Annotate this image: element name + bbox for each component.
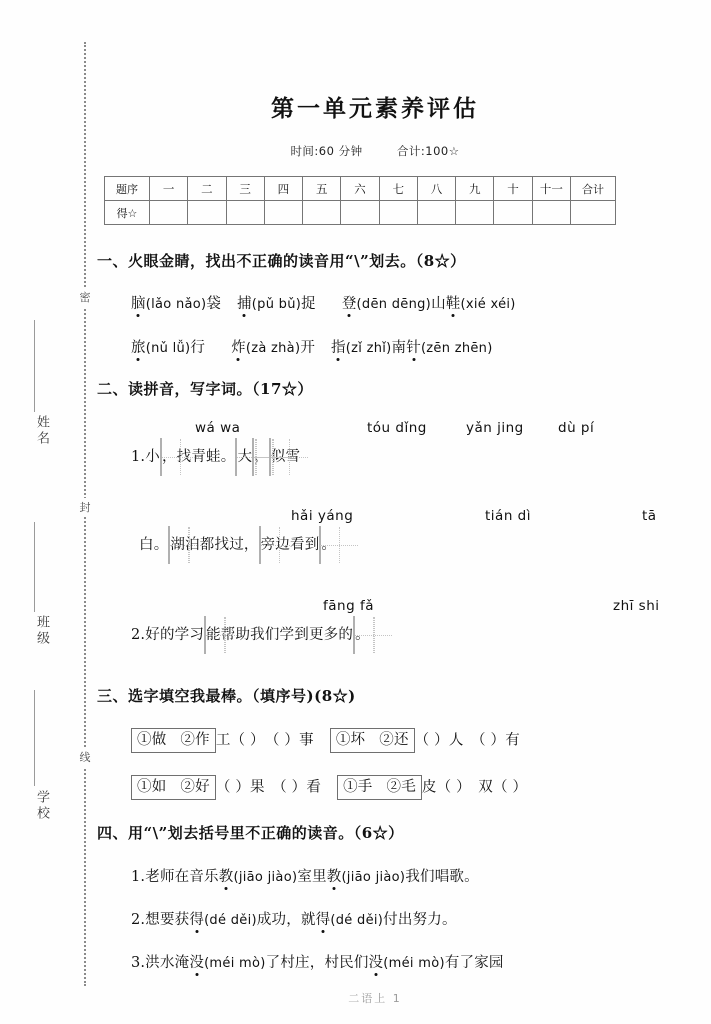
char-bu: 捕 (237, 296, 252, 312)
choice-group-ru[interactable] (131, 775, 216, 800)
write-box-haiyang[interactable] (168, 526, 170, 564)
name-field[interactable] (28, 415, 68, 455)
item-1-suffix: 似雪 (270, 449, 301, 465)
score-cell-total[interactable] (571, 201, 616, 225)
choice-group-shou[interactable] (337, 775, 422, 800)
score-cell-8[interactable] (417, 201, 455, 225)
section-1-heading: 一、火眼金睛，找出不正确的读音用“\”划去。（8☆） (97, 252, 466, 270)
col-header-2: 二 (188, 177, 226, 201)
option-ru-2[interactable]: ②好 (180, 779, 210, 795)
pinyin-ta: tā (642, 508, 657, 524)
pinyin-touding: tóu dǐng (367, 420, 427, 436)
s4-char-mo-1: 没 (189, 955, 205, 971)
pinyin-dupi: dù pí (558, 420, 595, 436)
name-field-rule (34, 320, 35, 412)
score-cell-9[interactable] (456, 201, 494, 225)
option-zuo-2[interactable]: ②作 (180, 732, 210, 748)
char-zhi: 指 (331, 340, 346, 356)
pinyin-nao[interactable]: (lǎo nǎo) (145, 297, 207, 312)
option-zuo-1[interactable]: ①做 (137, 732, 167, 748)
section-1-line-1 (131, 292, 516, 313)
blank-text-huai[interactable]: （ ）人 （ ）有 (414, 732, 520, 749)
s4-item-1-text-c: 我们唱歌。 (405, 869, 479, 885)
write-box-touding[interactable] (235, 438, 237, 476)
s4-item-3-text-b: 了村庄，村民们 (265, 955, 369, 971)
pinyin-wawa: wá wa (195, 420, 241, 436)
item-2-mid1: 能帮助我们学到更多的 (206, 627, 354, 643)
page-title: 第一单元素养评估 (271, 95, 479, 122)
section-3-row-1 (131, 728, 520, 753)
tail-shan: 山 (431, 296, 446, 312)
col-header-4: 四 (264, 177, 302, 201)
section-3-row-2 (131, 775, 527, 800)
blank-text-shou[interactable]: 皮（ ） 双（ ） (421, 779, 528, 796)
section-4-item-1 (131, 865, 479, 886)
score-cell-7[interactable] (379, 201, 417, 225)
answer-sheet-margin (0, 0, 95, 1024)
char-nao: 脑 (131, 296, 146, 312)
name-field-label: 姓名 (34, 415, 49, 447)
write-box-dupi[interactable] (269, 438, 271, 476)
s4-item-2-text-a: 想要获 (145, 912, 190, 928)
section-1-line-2 (131, 336, 493, 357)
pinyin-zhi[interactable]: (zǐ zhǐ) (345, 341, 392, 356)
char-deng: 登 (341, 296, 357, 312)
cont-mid2: 旁边看到 (260, 537, 320, 553)
col-header-5: 五 (303, 177, 341, 201)
class-field-label: 班级 (34, 615, 49, 647)
section-4-heading: 四、用“\”划去括号里不正确的读音。（6☆） (97, 824, 404, 842)
col-header-11: 十一 (532, 177, 570, 201)
s4-item-3-text-c: 有了家园 (444, 955, 504, 971)
score-table (104, 176, 616, 225)
exam-meta (95, 143, 655, 159)
option-huai-2[interactable]: ②还 (379, 732, 409, 748)
s4-pinyin-mo-2[interactable]: (méi mò) (383, 956, 445, 971)
col-header-6: 六 (341, 177, 379, 201)
choice-group-huai[interactable] (330, 728, 415, 753)
col-header-7: 七 (379, 177, 417, 201)
class-field-rule (34, 522, 35, 612)
pinyin-haiyang: hǎi yáng (291, 508, 354, 524)
time-label: 时间:60 分钟 (290, 144, 363, 158)
item-1-mid2: 大 (237, 449, 253, 465)
write-box-fangfa[interactable] (204, 616, 206, 654)
s4-char-jiao-1: 教 (218, 869, 234, 885)
tail-kai: 开 (300, 340, 316, 356)
score-cell-10[interactable] (494, 201, 532, 225)
table-row-scores (105, 201, 616, 225)
char-zha: 炸 (231, 340, 246, 356)
cont-prefix: 白。 (139, 537, 169, 553)
blank-text-ru[interactable]: （ ）果 （ ）看 (215, 779, 322, 796)
section-2-item-1-cont (139, 526, 336, 564)
option-ru-1[interactable]: ①如 (137, 779, 167, 795)
score-cell-2[interactable] (188, 201, 226, 225)
s4-pinyin-de-2[interactable]: (dé děi) (330, 913, 384, 928)
item-2-suffix: 。 (355, 627, 370, 643)
school-field-rule (34, 690, 35, 786)
item-1-mid3: ， (254, 449, 269, 465)
item-1-number: 1. (131, 449, 146, 465)
seal-char-mi: 密 (76, 288, 94, 307)
col-header-total: 合计 (571, 177, 616, 201)
write-box-wawa[interactable] (160, 438, 162, 476)
score-cell-6[interactable] (341, 201, 379, 225)
score-cell-1[interactable] (150, 201, 188, 225)
tail-xing: 行 (190, 340, 206, 356)
tail-dai: 袋 (206, 296, 222, 312)
col-header-9: 九 (456, 177, 494, 201)
option-huai-1[interactable]: ①坏 (335, 732, 366, 748)
seal-char-xian: 线 (76, 748, 94, 767)
s4-item-1-number: 1. (131, 869, 146, 885)
pinyin-xie[interactable]: (xié xéi) (460, 297, 516, 312)
pinyin-tiandi: tián dì (485, 508, 531, 524)
section-2-heading: 二、读拼音，写字词。（17☆） (97, 380, 313, 398)
pinyin-zhen[interactable]: (zēn zhēn) (420, 341, 493, 356)
score-cell-5[interactable] (303, 201, 341, 225)
row-header-score: 得☆ (105, 201, 150, 225)
write-box-yanjing[interactable] (252, 438, 254, 476)
char-xie: 鞋 (445, 296, 461, 312)
item-1-mid1: ，找青蛙。 (161, 449, 236, 465)
section-2-item-1 (131, 438, 300, 476)
s4-char-de-1: 得 (189, 912, 205, 928)
s4-item-3-number: 3. (131, 955, 146, 971)
school-field-label: 学校 (34, 790, 49, 822)
school-field[interactable] (28, 790, 68, 830)
item-1-prefix: 小 (145, 449, 160, 465)
write-box-tiandi[interactable] (259, 526, 261, 564)
cont-mid1: 湖泊都找过， (170, 537, 259, 553)
score-cell-11[interactable] (532, 201, 570, 225)
choice-group-zuo[interactable] (131, 728, 216, 753)
s4-item-2-text-c: 付出努力。 (383, 912, 457, 928)
char-zhen: 针 (406, 340, 421, 356)
table-row-headers (105, 177, 616, 201)
section-4-item-2 (131, 908, 457, 929)
blank-text-zuo[interactable]: 工（ ） （ ）事 (215, 732, 314, 749)
write-box-ta[interactable] (319, 526, 321, 564)
section-4-item-3 (131, 951, 504, 972)
col-header-10: 十 (494, 177, 532, 201)
score-cell-4[interactable] (264, 201, 302, 225)
s4-pinyin-mo-1[interactable]: (méi mò) (204, 956, 266, 971)
item-2-prefix: 好的学习 (145, 627, 205, 643)
page-footer: 二语上 1 (348, 992, 402, 1005)
col-header-1: 一 (150, 177, 188, 201)
score-cell-3[interactable] (226, 201, 264, 225)
option-shou-2[interactable]: ②毛 (386, 779, 416, 795)
pinyin-lv[interactable]: (nǔ lǚ) (145, 341, 191, 356)
s4-char-mo-2: 没 (368, 955, 384, 971)
pinyin-zha[interactable]: (zà zhà) (245, 341, 301, 356)
s4-pinyin-jiao-2[interactable]: (jiāo jiào) (341, 870, 406, 885)
s4-char-de-2: 得 (315, 912, 331, 928)
tail-nan: 南 (391, 340, 407, 356)
class-field[interactable] (28, 615, 68, 655)
pinyin-fangfa: fāng fǎ (323, 598, 374, 614)
col-header-3: 三 (226, 177, 264, 201)
s4-char-jiao-2: 教 (326, 869, 342, 885)
pinyin-bu[interactable]: (pǔ bǔ) (251, 297, 302, 312)
col-header-8: 八 (417, 177, 455, 201)
char-lv: 旅 (131, 340, 146, 356)
worksheet-content (95, 0, 711, 1024)
cont-suffix: 。 (321, 537, 337, 553)
item-2-number: 2. (131, 627, 146, 643)
section-3-heading: 三、选字填空我最棒。（填序号)(8☆) (97, 687, 356, 705)
pinyin-zhishi: zhī shi (613, 598, 660, 614)
s4-item-3-text-a: 洪水淹 (145, 955, 190, 971)
s4-pinyin-jiao-1[interactable]: (jiāo jiào) (233, 870, 298, 885)
option-shou-1[interactable]: ①手 (343, 779, 373, 795)
s4-item-2-number: 2. (131, 912, 146, 928)
total-points-label: 合计:100☆ (396, 144, 460, 158)
s4-item-1-text-a: 老师在音乐 (145, 869, 219, 885)
s4-item-1-text-b: 室里 (297, 869, 327, 885)
write-box-zhishi[interactable] (353, 616, 355, 654)
tail-zhuo: 捉 (301, 296, 316, 312)
row-header-question: 题序 (105, 177, 150, 201)
section-2-item-2 (131, 616, 370, 654)
pinyin-yanjing: yǎn jing (466, 420, 524, 436)
seal-char-feng: 封 (76, 498, 94, 517)
pinyin-deng[interactable]: (dēn dēng) (356, 297, 432, 312)
s4-pinyin-de-1[interactable]: (dé děi) (204, 913, 257, 928)
s4-item-2-text-b: 成功，就 (256, 912, 316, 928)
